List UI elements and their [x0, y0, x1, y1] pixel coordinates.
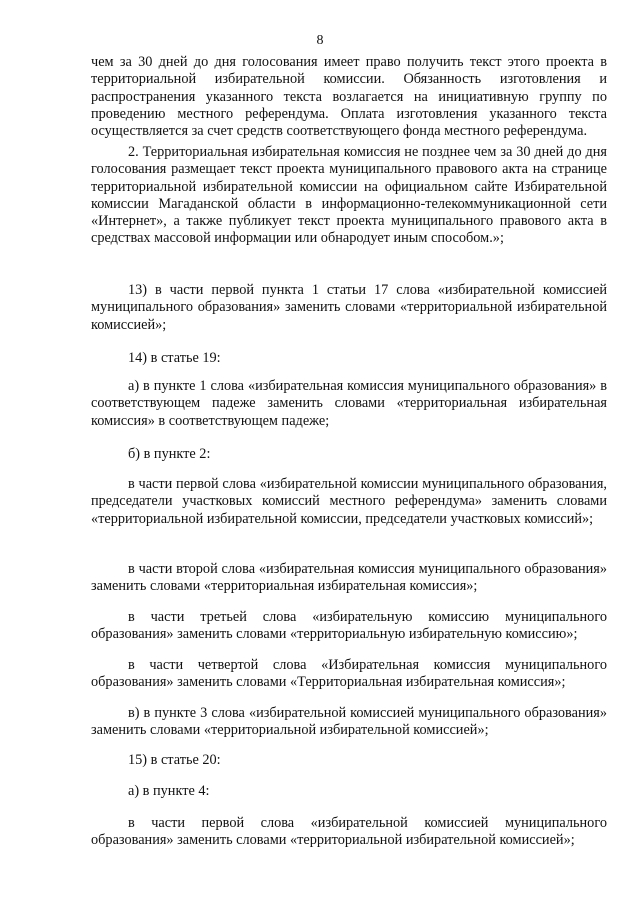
page-number: 8: [316, 33, 324, 48]
paragraph-part-second: в части второй слова «избирательная комиссия муниципального образования» заменить словами «территориальная избирательная комиссия»;: [91, 561, 607, 595]
paragraph-item-13: 13) в части первой пункта 1 статьи 17 слова «избирательной комиссией муниципального образования» заменить словами «территориальной избирательной комиссией»;: [91, 282, 607, 333]
paragraph-item-14v: в) в пункте 3 слова «избирательной комиссией муниципального образования» заменить словами «территориальной избирательной комиссией»;: [91, 705, 607, 739]
paragraph-item-2: 2. Территориальная избирательная комиссия не позднее чем за 30 дней до дня голосования размещает текст проекта муниципального правового акта на странице территориальной избирательной комиссии на официальном сайте Избирательной комиссии Магаданской области в информационно-телекоммуникационной сети «Интернет», а также публикует текст проекта муниципального правового акта в средствах массовой информации или обнародует иным способом.»;: [91, 144, 607, 247]
paragraph-item-14a: а) в пункте 1 слова «избирательная комиссия муниципального образования» в соответствующем падеже заменить словами «территориальная избирательная комиссия» в соответствующем падеже;: [91, 378, 607, 429]
paragraph-part-fourth: в части четвертой слова «Избирательная комиссия муниципального образования» заменить словами «Территориальная избирательная комиссия»;: [91, 657, 607, 691]
paragraph-continuation: чем за 30 дней до дня голосования имеет право получить текст этого проекта в территориальной избирательной комиссии. Обязанность изготовления и распространения указанного текста возлагается на инициативную группу по проведению местного референдума. Оплата изготовления указанного текста осуществляется за счет средств соответствующего фонда местного референдума.: [91, 54, 607, 140]
paragraph-part-third: в части третьей слова «избирательную комиссию муниципального образования» заменить словами «территориальную избирательную комиссию»;: [91, 609, 607, 643]
paragraph-part-first: в части первой слова «избирательной комиссии муниципального образования, председатели участковых комиссий местного референдума» заменить словами «территориальной избирательной комиссии, председатели участковых комиссий»;: [91, 476, 607, 527]
paragraph-item-15a-part-first: в части первой слова «избирательной комиссией муниципального образования» заменить словами «территориальной избирательной комиссией»;: [91, 815, 607, 849]
paragraph-item-15a-heading: а) в пункте 4:: [128, 783, 210, 799]
paragraph-item-14b-heading: б) в пункте 2:: [128, 446, 211, 462]
paragraph-item-14-heading: 14) в статье 19:: [128, 350, 221, 366]
paragraph-item-15-heading: 15) в статье 20:: [128, 752, 221, 768]
